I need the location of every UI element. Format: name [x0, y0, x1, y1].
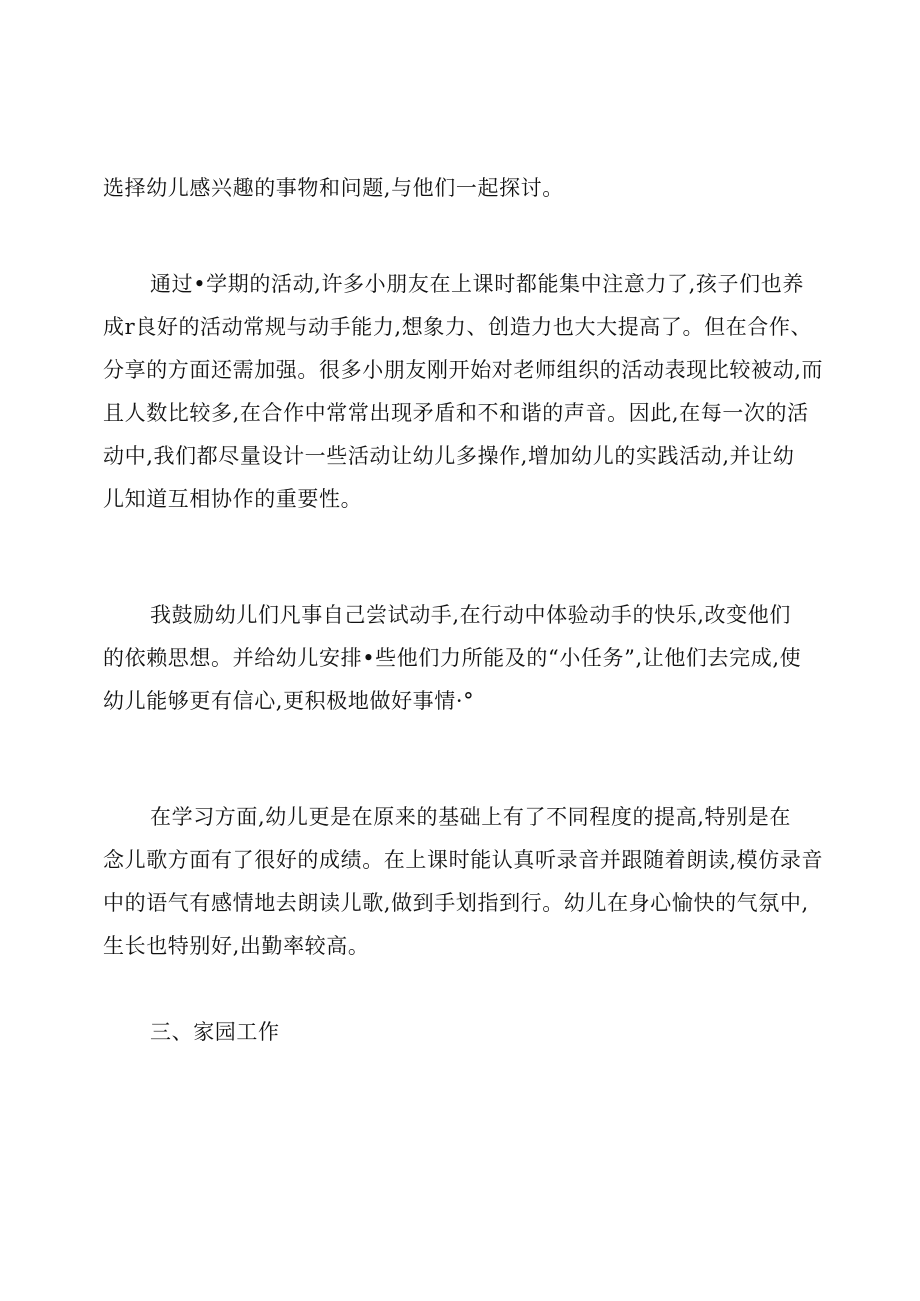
paragraph-line: 分享的方面还需加强。很多小朋友刚开始对老师组织的活动表现比较被动,而: [103, 358, 824, 382]
paragraph-line: 生长也特别好,出勤率较高。: [103, 934, 370, 958]
paragraph-line: 幼儿能够更有信心,更积极地做好事情·°: [103, 689, 475, 713]
section-heading: 三、家园工作: [150, 1020, 280, 1044]
paragraph-line: 且人数比较多,在合作中常常出现矛盾和不和谐的声音。因此,在每一次的活: [103, 401, 809, 425]
paragraph-line: 的依赖思想。并给幼儿安排•些他们力所能及的“小任务”,让他们去完成,使: [103, 646, 802, 670]
paragraph-line: 通过•学期的活动,许多小朋友在上课时都能集中注意力了,孩子们也养: [150, 272, 804, 296]
paragraph-line: 成r良好的活动常规与动手能力,想象力、创造力也大大提高了。但在合作、: [103, 315, 813, 339]
paragraph-line: 选择幼儿感兴趣的事物和问题,与他们一起探讨。: [103, 176, 564, 200]
paragraph-line: 动中,我们都尽量设计一些活动让幼儿多操作,增加幼儿的实践活动,并让幼: [103, 444, 795, 468]
paragraph-line: 儿知道互相协作的重要性。: [103, 487, 363, 511]
paragraph-line: 在学习方面,幼儿更是在原来的基础上有了不同程度的提高,特别是在: [150, 805, 791, 829]
paragraph-line: 念儿歌方面有了很好的成绩。在上课时能认真听录音并跟随着朗读,模仿录音: [103, 848, 824, 872]
paragraph-line: 中的语气有感情地去朗读儿歌,做到手划指到行。幼儿在身心愉快的气氛中,: [103, 891, 809, 915]
paragraph-line: 我鼓励幼儿们凡事自己尝试动手,在行动中体验动手的快乐,改变他们: [150, 603, 791, 627]
